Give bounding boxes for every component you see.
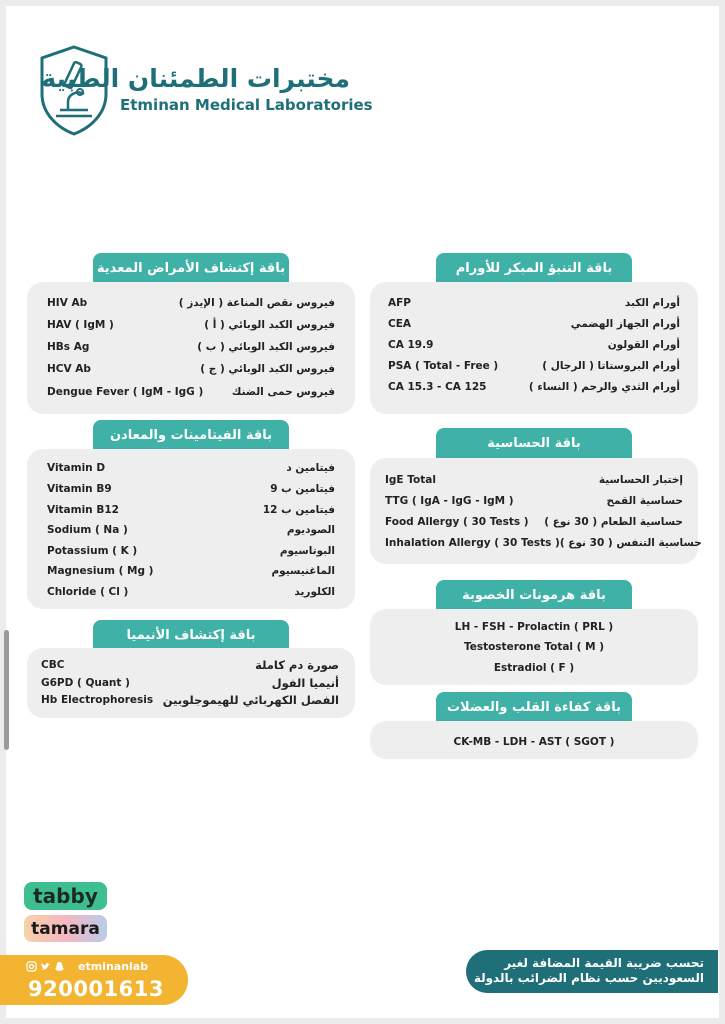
test-name: فيتامين ب 9 [270, 483, 335, 495]
test-name: الكلوريد [294, 586, 335, 598]
test-code: Magnesium ( Mg ) [47, 565, 154, 577]
instagram-icon[interactable] [26, 961, 37, 972]
heart-package-title: باقة كفاءة القلب والعضلات [436, 692, 632, 722]
infectious-package-title: باقة إكتشاف الأمراض المعدية [93, 253, 289, 283]
test-name: فيروس الكبد الوبائي ( ب ) [197, 341, 335, 353]
test-code: TTG ( IgA - IgG - IgM ) [385, 495, 514, 507]
vitamins-package-title: باقة الفيتامينات والمعادن [93, 420, 289, 450]
test-name: حساسية التنفس ( 30 نوع ) [559, 537, 702, 549]
test-code: CEA [388, 318, 412, 330]
vat-note [466, 950, 718, 993]
anemia-package-box [27, 648, 355, 718]
tamara-label: tamara [31, 918, 100, 939]
list-item [47, 338, 335, 356]
test-code: G6PD ( Quant ) [41, 677, 130, 689]
list-item [47, 583, 335, 601]
test-name: صورة دم كاملة [255, 658, 339, 672]
test-name: الفصل الكهربائي للهيموجلوبين [162, 693, 339, 707]
list-item [41, 656, 339, 674]
cancer-package-box [370, 282, 698, 414]
test-name: أورام الثدي والرحم ( النساء ) [528, 381, 680, 393]
test-name: حساسية الطعام ( 30 نوع ) [544, 516, 683, 528]
vitamins-package-box [27, 449, 355, 609]
test-name: فيروس نقص المناعة ( الإيدز ) [178, 297, 335, 309]
test-code: Inhalation Allergy ( 30 Tests ) [385, 537, 560, 549]
test-code: Vitamin B12 [47, 504, 119, 516]
test-name: أورام الكبد [624, 297, 680, 309]
fertility-package-box [370, 609, 698, 685]
vat-note-line1: تحسب ضريبة القيمة المضافة لغير [504, 956, 704, 970]
vat-note-line2: السعوديين حسب نظام الضرائب بالدولة [473, 971, 704, 985]
test-code: PSA ( Total - Free ) [388, 360, 499, 372]
test-code: AFP [388, 297, 411, 309]
list-item [385, 492, 683, 510]
list-item [388, 357, 680, 375]
test-name: فيتامين ب 12 [262, 504, 335, 516]
scrollbar[interactable] [4, 630, 9, 750]
test-code: HCV Ab [47, 363, 91, 375]
test-name: أنيميا الفول [271, 676, 339, 690]
test-code: Hb Electrophoresis [41, 694, 154, 706]
list-item [47, 360, 335, 378]
tabby-payment-logo [24, 882, 107, 910]
allergy-package-box [370, 458, 702, 564]
list-item [47, 562, 335, 580]
test-name: أورام البروستاتا ( الرجال ) [542, 360, 680, 372]
test-name: حساسية القمح [606, 495, 683, 507]
test-code: HIV Ab [47, 297, 88, 309]
test-code: Dengue Fever ( IgM - IgG ) [47, 386, 204, 398]
infectious-package-box [27, 282, 355, 414]
test-code: Vitamin D [47, 462, 106, 474]
contact-banner [0, 955, 188, 1005]
anemia-package-title: باقة إكتشاف الأنيميا [93, 620, 289, 650]
test-name: الماغنيسيوم [271, 565, 335, 577]
list-item [47, 459, 335, 477]
list-item [388, 294, 680, 312]
heart-package-box [370, 721, 698, 759]
list-item [47, 480, 335, 498]
phone-number[interactable]: 920001613 [28, 977, 165, 1001]
test-code: HBs Ag [47, 341, 90, 353]
cancer-package-title: باقة التنبؤ المبكر للأورام [436, 253, 632, 283]
test-name: أورام الجهاز الهضمي [570, 318, 680, 330]
list-item [385, 513, 683, 531]
test-code: CBC [41, 659, 65, 671]
snapchat-icon[interactable] [54, 961, 65, 972]
allergy-package-title: باقة الحساسية [436, 428, 632, 458]
list-item [385, 471, 683, 489]
list-item [388, 378, 680, 396]
test-code: HAV ( IgM ) [47, 319, 114, 331]
social-handle[interactable]: etminanlab [78, 960, 149, 973]
test-code: CA 19.9 [388, 339, 434, 351]
social-icons [26, 961, 65, 972]
test-name: الصوديوم [286, 524, 335, 536]
list-item: Testosterone Total ( M ) [463, 641, 605, 653]
test-code: Vitamin B9 [47, 483, 112, 495]
test-name: فيروس حمى الضنك [231, 386, 335, 398]
list-item [388, 336, 680, 354]
list-item [47, 542, 335, 560]
list-item [47, 294, 335, 312]
list-item [41, 691, 339, 709]
test-name: إختبار الحساسية [598, 474, 683, 486]
list-item: CK-MB - LDH - AST ( SGOT ) [453, 736, 615, 748]
test-name: أورام القولون [607, 339, 680, 351]
brand-name-arabic: مختبرات الطمئنان الطبية [41, 64, 350, 93]
test-name: فيروس الكبد الوبائي ( أ ) [204, 319, 335, 331]
tamara-payment-logo [24, 915, 107, 942]
test-name: فيروس الكبد الوبائي ( ج ) [200, 363, 335, 375]
list-item: Estradiol ( F ) [493, 662, 575, 674]
tabby-label: tabby [33, 884, 98, 908]
test-name: فيتامين د [286, 462, 335, 474]
test-code: Sodium ( Na ) [47, 524, 128, 536]
fertility-package-title: باقة هرمونات الخصوبة [436, 580, 632, 610]
list-item [388, 315, 680, 333]
test-code: Chloride ( Cl ) [47, 586, 129, 598]
list-item [41, 674, 339, 692]
list-item [47, 383, 335, 401]
test-name: البوتاسيوم [279, 545, 335, 557]
test-code: CA 15.3 - CA 125 [388, 381, 487, 393]
brand-name-english: Etminan Medical Laboratories [120, 96, 373, 114]
test-code: IgE Total [385, 474, 436, 486]
list-item [385, 534, 702, 552]
twitter-icon[interactable] [40, 961, 51, 972]
test-code: Food Allergy ( 30 Tests ) [385, 516, 529, 528]
list-item [47, 521, 335, 539]
test-code: Potassium ( K ) [47, 545, 138, 557]
list-item [47, 501, 335, 519]
list-item: LH - FSH - Prolactin ( PRL ) [454, 621, 614, 633]
list-item [47, 316, 335, 334]
